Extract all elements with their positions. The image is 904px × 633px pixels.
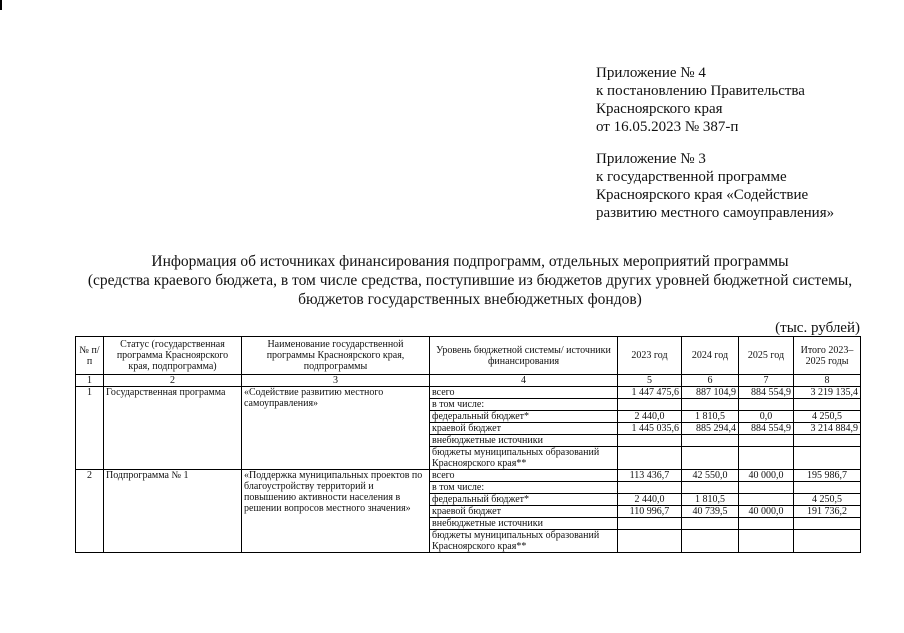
level-cell: всего [430, 470, 618, 482]
title-line: (средства краевого бюджета, в том числе средства, поступившие из бюджетов других уровней бюджетной системы, [87, 272, 853, 289]
value-total: 3 219 135,4 [794, 387, 861, 399]
column-number-row [76, 375, 861, 387]
level-cell: федеральный бюджет* [430, 494, 618, 506]
column-number: 6 [682, 375, 739, 387]
level-cell: внебюджетные источники [430, 435, 618, 447]
value-total: 4 250,5 [794, 494, 861, 506]
column-number: 8 [794, 375, 861, 387]
value-2025 [739, 482, 794, 494]
program-name-cell: «Содействие развитию местного самоуправления» [242, 387, 430, 470]
value-2024 [682, 399, 739, 411]
value-2023 [618, 435, 682, 447]
table-row [76, 387, 861, 399]
value-2024: 40 739,5 [682, 506, 739, 518]
column-number: 1 [76, 375, 104, 387]
value-total [794, 447, 861, 470]
column-number: 2 [104, 375, 242, 387]
value-2024 [682, 518, 739, 530]
value-2024 [682, 530, 739, 553]
value-2024: 885 294,4 [682, 423, 739, 435]
column-number: 7 [739, 375, 794, 387]
header-cell: 2024 год [682, 337, 739, 375]
annex-4-line: от 16.05.2023 № 387-п [596, 119, 739, 135]
annex-3-line: развитию местного самоуправления» [596, 205, 835, 221]
value-2025 [739, 494, 794, 506]
header-cell: 2025 год [739, 337, 794, 375]
table-row [76, 470, 861, 482]
level-cell: бюджеты муниципальных образований Красноярского края** [430, 530, 618, 553]
financing-table [75, 336, 861, 553]
value-2023: 2 440,0 [618, 494, 682, 506]
value-2025: 40 000,0 [739, 470, 794, 482]
title-line: бюджетов государственных внебюджетных фондов) [298, 291, 642, 308]
value-2024 [682, 482, 739, 494]
value-total: 4 250,5 [794, 411, 861, 423]
value-2025 [739, 435, 794, 447]
header-cell: Наименование государственной программы Красноярского края, подпрограммы [242, 337, 430, 375]
document-title [60, 252, 880, 309]
value-total [794, 399, 861, 411]
level-cell: в том числе: [430, 399, 618, 411]
level-cell: внебюджетные источники [430, 518, 618, 530]
value-2023 [618, 518, 682, 530]
value-2025 [739, 447, 794, 470]
status-cell: Подпрограмма № 1 [104, 470, 242, 553]
value-2025 [739, 399, 794, 411]
annex-3-line: Приложение № 3 [596, 151, 706, 167]
header-cell: 2023 год [618, 337, 682, 375]
value-2024 [682, 447, 739, 470]
value-2023: 1 445 035,6 [618, 423, 682, 435]
value-total [794, 435, 861, 447]
unit-label: (тыс. рублей) [775, 320, 860, 336]
level-cell: федеральный бюджет* [430, 411, 618, 423]
annex-4-block [596, 64, 805, 136]
column-number: 5 [618, 375, 682, 387]
header-cell: Итого 2023–2025 годы [794, 337, 861, 375]
value-2025 [739, 518, 794, 530]
value-2024: 42 550,0 [682, 470, 739, 482]
annex-4-line: Красноярского края [596, 101, 723, 117]
scan-edge-mark [0, 0, 2, 10]
value-2023: 1 447 475,6 [618, 387, 682, 399]
annex-3-line: Красноярского края «Содействие [596, 187, 809, 203]
status-cell: Государственная программа [104, 387, 242, 470]
level-cell: бюджеты муниципальных образований Красноярского края** [430, 447, 618, 470]
header-cell: Статус (государственная программа Красноярского края, подпрограмма) [104, 337, 242, 375]
header-row [76, 337, 861, 375]
value-total [794, 518, 861, 530]
level-cell: в том числе: [430, 482, 618, 494]
header-cell: № п/п [76, 337, 104, 375]
value-2025: 40 000,0 [739, 506, 794, 518]
value-total: 191 736,2 [794, 506, 861, 518]
row-number: 2 [76, 470, 104, 553]
column-number: 4 [430, 375, 618, 387]
value-2025: 884 554,9 [739, 387, 794, 399]
value-total [794, 530, 861, 553]
value-2023: 110 996,7 [618, 506, 682, 518]
value-2024: 887 104,9 [682, 387, 739, 399]
value-2024: 1 810,5 [682, 494, 739, 506]
value-2025: 0,0 [739, 411, 794, 423]
annex-4-line: к постановлению Правительства [596, 83, 805, 99]
value-2023 [618, 530, 682, 553]
annex-3-block [596, 150, 834, 222]
header-cell: Уровень бюджетной системы/ источники финансирования [430, 337, 618, 375]
level-cell: всего [430, 387, 618, 399]
program-name-cell: «Поддержка муниципальных проектов по благоустройству территорий и повышению активности населения в решении вопросов местного значения» [242, 470, 430, 553]
value-2023 [618, 447, 682, 470]
value-total: 195 986,7 [794, 470, 861, 482]
annex-3-line: к государственной программе [596, 169, 787, 185]
value-2024: 1 810,5 [682, 411, 739, 423]
value-2023 [618, 399, 682, 411]
row-number: 1 [76, 387, 104, 470]
value-2023: 2 440,0 [618, 411, 682, 423]
title-line: Информация об источниках финансирования подпрограмм, отдельных мероприятий программы [151, 253, 789, 270]
annex-4-line: Приложение № 4 [596, 65, 706, 81]
level-cell: краевой бюджет [430, 506, 618, 518]
column-number: 3 [242, 375, 430, 387]
value-total [794, 482, 861, 494]
value-2023: 113 436,7 [618, 470, 682, 482]
value-total: 3 214 884,9 [794, 423, 861, 435]
value-2024 [682, 435, 739, 447]
value-2025 [739, 530, 794, 553]
value-2023 [618, 482, 682, 494]
level-cell: краевой бюджет [430, 423, 618, 435]
value-2025: 884 554,9 [739, 423, 794, 435]
